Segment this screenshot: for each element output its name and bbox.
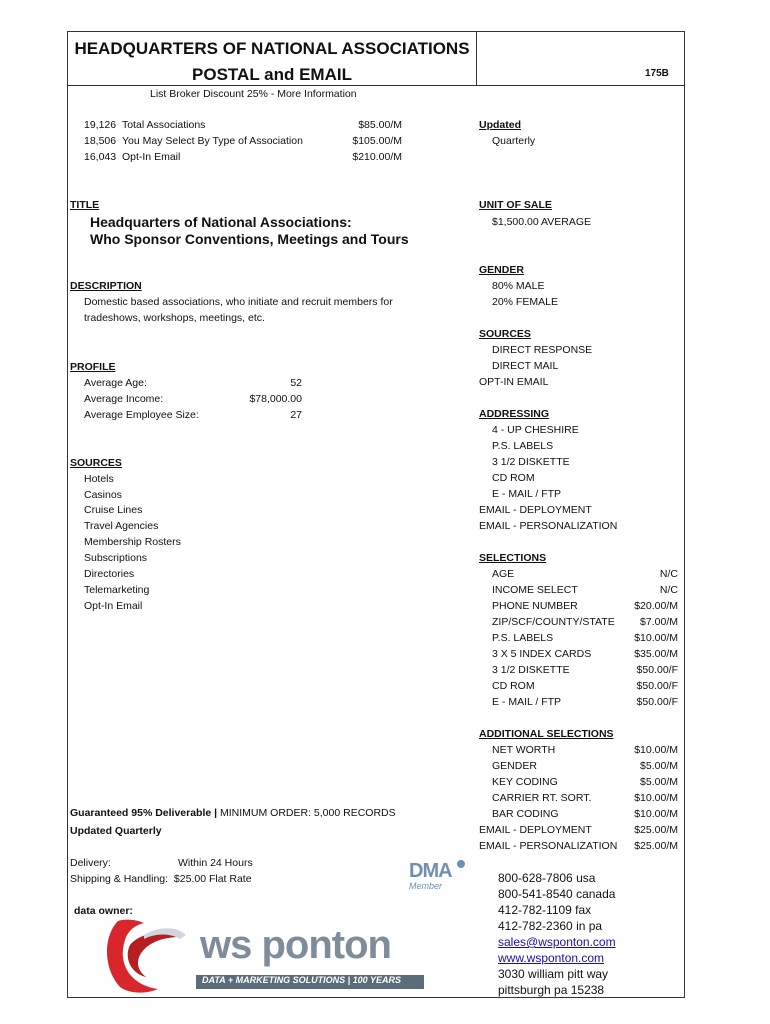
title-heading: TITLE bbox=[70, 199, 100, 211]
guarantee-text: Guaranteed 95% Deliverable | bbox=[70, 807, 218, 819]
selection-label: INCOME SELECT bbox=[492, 584, 578, 596]
list-title-line-1: Headquarters of National Associations: bbox=[90, 214, 352, 230]
addressing-item: EMAIL - DEPLOYMENT bbox=[479, 504, 592, 516]
additional-selection-label: BAR CODING bbox=[492, 808, 559, 820]
additional-selections-heading: ADDITIONAL SELECTIONS bbox=[479, 728, 614, 740]
selection-label: 3 1/2 DISKETTE bbox=[492, 664, 570, 676]
source-item: Telemarketing bbox=[84, 584, 150, 596]
selection-price: $20.00/M bbox=[634, 600, 678, 612]
additional-selection-price: $25.00/M bbox=[634, 840, 678, 852]
source-item: Membership Rosters bbox=[84, 536, 181, 548]
source-item: Hotels bbox=[84, 473, 114, 485]
addressing-item: P.S. LABELS bbox=[492, 440, 554, 452]
source-item: Travel Agencies bbox=[84, 520, 159, 532]
additional-selection-price: $10.00/M bbox=[634, 792, 678, 804]
additional-selection-label: NET WORTH bbox=[492, 744, 556, 756]
source-item: Subscriptions bbox=[84, 552, 148, 564]
data-owner-label: data owner: bbox=[74, 905, 133, 917]
addressing-item: 3 1/2 DISKETTE bbox=[492, 456, 570, 468]
additional-selection-label: GENDER bbox=[492, 760, 537, 772]
shipping-line: Shipping & Handling: $25.00 Flat Rate bbox=[70, 873, 252, 885]
updated-value: Quarterly bbox=[492, 135, 536, 147]
additional-selection-label: EMAIL - DEPLOYMENT bbox=[479, 824, 592, 836]
selection-price: $10.00/M bbox=[634, 632, 678, 644]
source-item: OPT-IN EMAIL bbox=[479, 376, 549, 388]
ws-ponton-tagline: DATA + MARKETING SOLUTIONS | 100 YEARS bbox=[202, 975, 401, 985]
additional-selection-label: EMAIL - PERSONALIZATION bbox=[479, 840, 618, 852]
profile-label: Average Age: bbox=[84, 377, 147, 389]
source-item: Directories bbox=[84, 568, 135, 580]
phone-usa: 800-628-7806 usa bbox=[498, 871, 596, 885]
selection-label: AGE bbox=[492, 568, 515, 580]
count-price: $85.00/M bbox=[358, 119, 402, 131]
addressing-item: 4 - UP CHESHIRE bbox=[492, 424, 579, 436]
sources-heading: SOURCES bbox=[70, 457, 122, 469]
dma-member-badge bbox=[409, 860, 467, 896]
count-row: 19,126 Total Associations bbox=[84, 119, 206, 131]
delivery-value: Within 24 Hours bbox=[178, 857, 253, 869]
profile-label: Average Employee Size: bbox=[84, 409, 199, 421]
title-line-2: POSTAL and EMAIL bbox=[192, 65, 352, 84]
title-line-1: HEADQUARTERS OF NATIONAL ASSOCIATIONS bbox=[74, 39, 470, 58]
additional-selection-price: $5.00/M bbox=[640, 776, 678, 788]
list-title-line-2: Who Sponsor Conventions, Meetings and Tours bbox=[90, 231, 409, 247]
ws-ponton-logo bbox=[100, 915, 430, 995]
email-link[interactable]: sales@wsponton.com bbox=[498, 935, 616, 949]
gender-item: 20% FEMALE bbox=[492, 296, 558, 308]
selection-price: $35.00/M bbox=[634, 648, 678, 660]
guarantee-line bbox=[70, 806, 396, 820]
additional-selection-price: $10.00/M bbox=[634, 744, 678, 756]
source-item: Casinos bbox=[84, 489, 122, 501]
additional-selection-label: CARRIER RT. SORT. bbox=[492, 792, 592, 804]
selection-label: P.S. LABELS bbox=[492, 632, 554, 644]
profile-heading: PROFILE bbox=[70, 361, 116, 373]
header-divider bbox=[476, 31, 477, 86]
profile-label: Average Income: bbox=[84, 393, 164, 405]
phone-pa: 412-782-2360 in pa bbox=[498, 919, 603, 933]
additional-selection-price: $25.00/M bbox=[634, 824, 678, 836]
address-line-1: 3030 william pitt way bbox=[498, 967, 609, 981]
description-heading: DESCRIPTION bbox=[70, 280, 142, 292]
dma-member-text: Member bbox=[409, 881, 443, 891]
selections-heading: SELECTIONS bbox=[479, 552, 547, 564]
updated-heading: Updated bbox=[479, 119, 521, 131]
unit-of-sale-heading: UNIT OF SALE bbox=[479, 199, 552, 211]
minimum-order: MINIMUM ORDER: 5,000 RECORDS bbox=[220, 807, 396, 819]
selection-price: $7.00/M bbox=[640, 616, 678, 628]
count-price: $105.00/M bbox=[352, 135, 402, 147]
additional-selection-label: KEY CODING bbox=[492, 776, 558, 788]
selection-label: PHONE NUMBER bbox=[492, 600, 578, 612]
gender-heading: GENDER bbox=[479, 264, 524, 276]
selection-label: ZIP/SCF/COUNTY/STATE bbox=[492, 616, 615, 628]
addressing-item: CD ROM bbox=[492, 472, 535, 484]
fax-number: 412-782-1109 fax bbox=[498, 903, 592, 917]
dma-dot-icon bbox=[457, 860, 465, 868]
selection-price: $50.00/F bbox=[636, 696, 678, 708]
address-line-2: pittsburgh pa 15238 bbox=[498, 983, 605, 997]
selection-price: N/C bbox=[659, 568, 678, 580]
profile-value: 52 bbox=[290, 377, 302, 389]
unit-of-sale-value: $1,500.00 AVERAGE bbox=[492, 216, 592, 228]
count-row: 16,043 Opt-In Email bbox=[84, 151, 181, 163]
addressing-item: E - MAIL / FTP bbox=[492, 488, 562, 500]
source-item: Cruise Lines bbox=[84, 504, 143, 516]
additional-selection-price: $10.00/M bbox=[634, 808, 678, 820]
page-title bbox=[68, 36, 476, 88]
selection-price: $50.00/F bbox=[636, 680, 678, 692]
selection-label: E - MAIL / FTP bbox=[492, 696, 562, 708]
ws-ponton-wordmark: ws ponton bbox=[200, 923, 391, 967]
addressing-heading: ADDRESSING bbox=[479, 408, 550, 420]
count-price: $210.00/M bbox=[352, 151, 402, 163]
description-line: Domestic based associations, who initiate and recruit members for bbox=[84, 296, 393, 308]
delivery-label: Delivery: bbox=[70, 857, 111, 869]
gender-item: 80% MALE bbox=[492, 280, 545, 292]
source-item: DIRECT RESPONSE bbox=[492, 344, 593, 356]
source-item: Opt-In Email bbox=[84, 600, 143, 612]
phone-canada: 800-541-8540 canada bbox=[498, 887, 616, 901]
updated-quarterly: Updated Quarterly bbox=[70, 825, 162, 837]
additional-selection-price: $5.00/M bbox=[640, 760, 678, 772]
website-link[interactable]: www.wsponton.com bbox=[498, 951, 605, 965]
broker-discount-link[interactable]: List Broker Discount 25% - More Information bbox=[150, 88, 357, 100]
profile-value: $78,000.00 bbox=[249, 393, 302, 405]
selection-label: CD ROM bbox=[492, 680, 535, 692]
addressing-item: EMAIL - PERSONALIZATION bbox=[479, 520, 618, 532]
profile-value: 27 bbox=[290, 409, 302, 421]
sources-right-heading: SOURCES bbox=[479, 328, 531, 340]
selection-label: 3 X 5 INDEX CARDS bbox=[492, 648, 592, 660]
selection-price: N/C bbox=[659, 584, 678, 596]
selection-price: $50.00/F bbox=[636, 664, 678, 676]
dma-logo-text: DMA bbox=[409, 860, 452, 882]
count-row: 18,506 You May Select By Type of Association bbox=[84, 135, 303, 147]
source-item: DIRECT MAIL bbox=[492, 360, 559, 372]
description-line: tradeshows, workshops, meetings, etc. bbox=[84, 312, 265, 324]
list-code: 175B bbox=[645, 68, 669, 79]
